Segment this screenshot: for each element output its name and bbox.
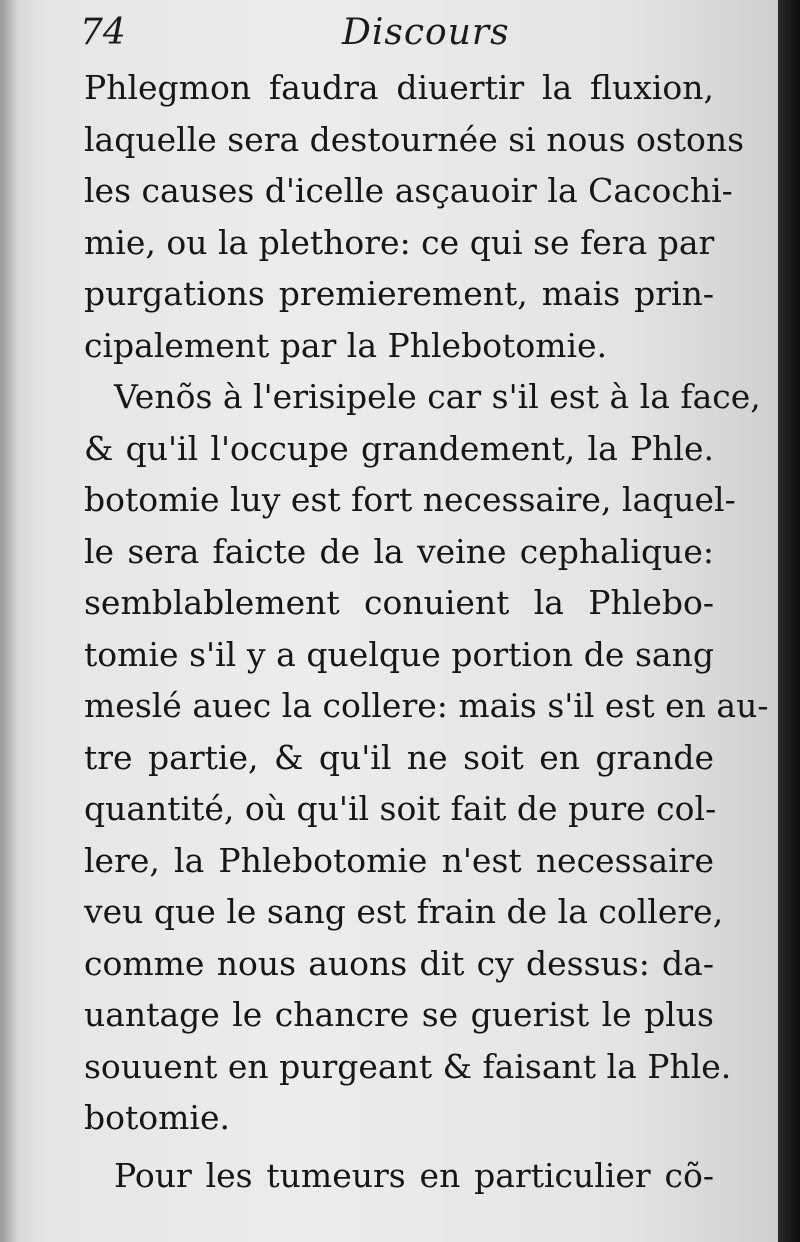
page-edge-shadow	[778, 0, 800, 1242]
page-header	[80, 12, 720, 62]
text-line: les causes d'icelle asçauoir la Cacochi-	[84, 171, 733, 210]
text-line: lere, la Phlebotomie n'est necessaire	[84, 840, 714, 880]
running-head: Discours	[342, 12, 510, 53]
text-line: comme nous auons dit cy dessus: da-	[84, 943, 714, 983]
text-line: semblablement conuient la Phlebo-	[84, 583, 714, 622]
text-line: quantité, où qu'il soit fait de pure col-	[84, 789, 717, 828]
text-line: & qu'il l'occupe grandement, la Phle.	[84, 428, 714, 468]
text-line: cipalement par la Phlebotomie.	[84, 325, 608, 365]
paragraph	[84, 1150, 714, 1202]
page-gutter-shadow	[0, 0, 18, 1242]
text-line: uantage le chancre se guerist le plus	[84, 995, 714, 1034]
text-line: mie, ou la plethore: ce qui se fera par	[84, 222, 715, 262]
body-text	[84, 62, 769, 1201]
text-line: Pour les tumeurs en particulier cõ-	[114, 1155, 714, 1195]
text-line: purgations premierement, mais prin-	[84, 274, 714, 313]
text-line: laquelle sera destournée si nous ostons	[84, 119, 745, 159]
text-line: le sera faicte de la veine cephalique:	[84, 531, 714, 571]
text-line: botomie luy est fort necessaire, laquel-	[84, 480, 736, 519]
text-line: meslé auec la collere: mais s'il est en au-	[84, 686, 769, 725]
text-line: botomie.	[84, 1098, 230, 1137]
text-line: souuent en purgeant & faisant la Phle.	[84, 1046, 732, 1086]
text-line: tomie s'il y a quelque portion de sang	[84, 634, 714, 674]
text-line: Venõs à l'erisipele car s'il est à la face,	[114, 377, 761, 416]
paragraph	[84, 62, 745, 371]
text-line: tre partie, & qu'il ne soit en grande	[84, 737, 714, 777]
page-number: 74	[80, 12, 126, 53]
text-line: Phlegmon faudra diuertir la fluxion,	[84, 68, 714, 107]
text-line: veu que le sang est frain de la collere,	[84, 892, 724, 931]
paragraph	[84, 371, 769, 1144]
